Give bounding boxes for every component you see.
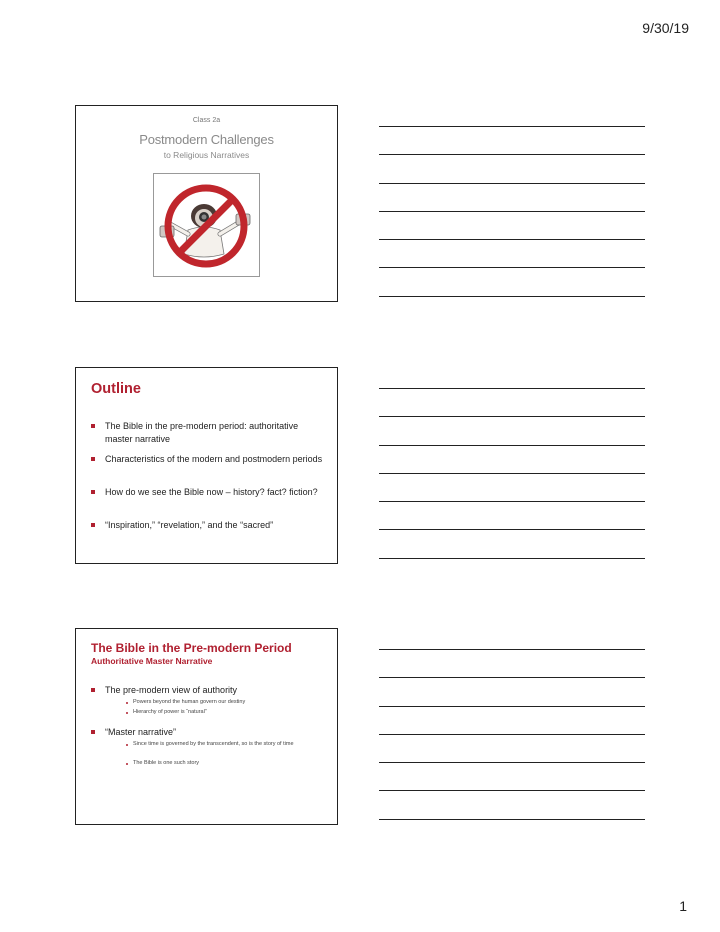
note-line [379, 154, 645, 155]
slide-kicker: Class 2a [192, 117, 221, 124]
bullet-item: “Inspiration,” “revelation,” and the “sacred” [91, 519, 327, 532]
note-line [379, 649, 645, 650]
bullet-item: How do we see the Bible now – history? fact? fiction? [91, 486, 327, 499]
note-line [379, 183, 645, 184]
note-line [379, 296, 645, 297]
note-line [379, 706, 645, 707]
bullet-item: The Bible in the pre-modern period: authoritative master narrative [91, 420, 327, 445]
note-line [379, 267, 645, 268]
slide-thumbnail-premodern [75, 628, 338, 825]
page-number: 1 [679, 898, 687, 914]
note-line [379, 126, 645, 127]
note-line [379, 211, 645, 212]
sub-bullet-item: Powers beyond the human govern our destiny [126, 698, 309, 707]
note-line [379, 790, 645, 791]
note-line [379, 734, 645, 735]
bullet-item: The pre-modern view of authority [91, 684, 327, 697]
slide-thumbnail-title [75, 105, 338, 302]
slide-title: Outline [91, 381, 141, 397]
note-line [379, 445, 645, 446]
note-line [379, 388, 645, 389]
no-bible-icon [153, 173, 260, 277]
page-date: 9/30/19 [642, 20, 689, 36]
note-line [379, 501, 645, 502]
slide-title: Postmodern Challenges [139, 132, 274, 147]
slide-title: The Bible in the Pre-modern Period [91, 641, 292, 655]
sub-bullet-item: Since time is governed by the transcendent, so is the story of time [126, 740, 309, 749]
note-line [379, 529, 645, 530]
note-line [379, 762, 645, 763]
note-line [379, 558, 645, 559]
bullet-item: “Master narrative” [91, 726, 327, 739]
sub-bullet-item: Hierarchy of power is “natural” [126, 708, 309, 717]
slide-subtitle: to Religious Narratives [163, 150, 250, 160]
note-line [379, 677, 645, 678]
note-line [379, 473, 645, 474]
slide-thumbnail-outline [75, 367, 338, 564]
slide-subtitle: Authoritative Master Narrative [91, 656, 213, 666]
sub-bullet-item: The Bible is one such story [126, 759, 309, 768]
note-line [379, 819, 645, 820]
note-line [379, 416, 645, 417]
bullet-item: Characteristics of the modern and postmodern periods [91, 453, 327, 466]
note-line [379, 239, 645, 240]
